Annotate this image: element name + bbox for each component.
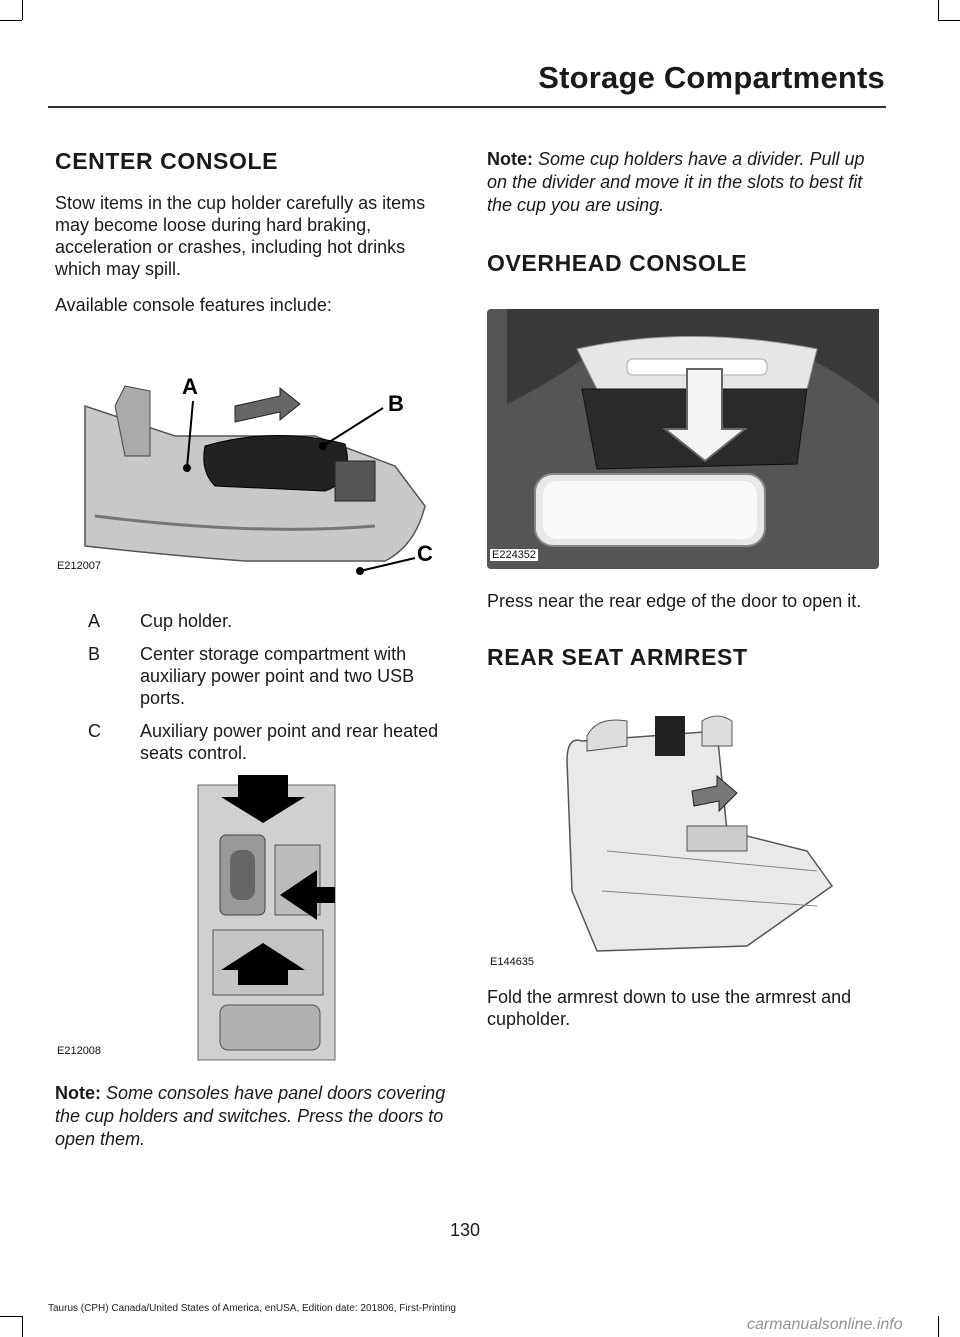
page-number: 130 xyxy=(449,1220,481,1240)
note-text: Some consoles have panel doors covering the cup holders and switches. Press the doors to open them. xyxy=(55,1083,446,1149)
console-doors-illustration xyxy=(55,775,448,1065)
center-console-illustration xyxy=(55,346,448,586)
section-heading-overhead-console: OVERHEAD CONSOLE xyxy=(487,250,748,276)
left-note xyxy=(55,1082,448,1151)
header-divider xyxy=(48,106,886,108)
legend-letter: A xyxy=(88,611,101,631)
overhead-console-figure xyxy=(487,309,879,569)
crop-mark xyxy=(938,20,960,21)
legend-letter: C xyxy=(88,721,101,741)
callout-a: A xyxy=(182,374,198,399)
crop-mark xyxy=(0,1316,22,1317)
note-label: Note: xyxy=(55,1083,101,1103)
figure-code: E224352 xyxy=(492,549,537,561)
figure-code: E212007 xyxy=(57,560,102,572)
section-heading-rear-seat-armrest: REAR SEAT ARMREST xyxy=(487,644,748,670)
note-label: Note: xyxy=(487,149,533,169)
console-features-intro: Available console features include: xyxy=(55,295,332,315)
console-doors-figure xyxy=(55,775,448,1065)
page-title: Storage Compartments xyxy=(538,60,885,95)
rear-seat-armrest-illustration xyxy=(487,691,879,973)
right-note xyxy=(487,148,885,217)
crop-mark xyxy=(22,0,23,20)
overhead-console-paragraph: Press near the rear edge of the door to open it. xyxy=(487,591,862,611)
figure-code: E144635 xyxy=(490,956,535,968)
figure-code: E212008 xyxy=(57,1045,102,1057)
overhead-console-illustration xyxy=(487,309,879,569)
legend-text: Cup holder. xyxy=(140,611,233,631)
callout-c: C xyxy=(417,541,433,566)
legend-letter: B xyxy=(88,644,101,664)
rear-seat-armrest-figure xyxy=(487,691,879,973)
watermark[interactable]: carmanualsonline.info xyxy=(747,1316,903,1333)
legend-text: Auxiliary power point and rear heated seats control. xyxy=(140,721,439,763)
legend-row xyxy=(55,720,448,764)
legend-row xyxy=(55,610,448,632)
crop-mark xyxy=(938,0,939,20)
crop-mark xyxy=(22,1316,23,1337)
footer-edition-info: Taurus (CPH) Canada/United States of America, enUSA, Edition date: 201806, First-Printing xyxy=(48,1303,456,1314)
legend xyxy=(55,610,448,764)
crop-mark xyxy=(938,1316,939,1337)
left-column xyxy=(55,140,448,1151)
note-text: Some cup holders have a divider. Pull up on the divider and move it in the slots to best fit the cup you are using. xyxy=(487,149,865,215)
center-console-paragraph: Stow items in the cup holder carefully as items may become loose during hard braking, acceleration or crashes, including hot drinks which may spill. xyxy=(55,193,426,279)
center-console-figure xyxy=(55,346,448,586)
section-heading-center-console: CENTER CONSOLE xyxy=(55,148,279,174)
legend-row xyxy=(55,643,448,709)
rear-seat-armrest-paragraph: Fold the armrest down to use the armrest and cupholder. xyxy=(487,987,852,1029)
callout-b: B xyxy=(388,391,404,416)
legend-text: Center storage compartment with auxiliary power point and two USB ports. xyxy=(140,644,415,708)
right-column xyxy=(487,140,885,1030)
crop-mark xyxy=(0,20,22,21)
